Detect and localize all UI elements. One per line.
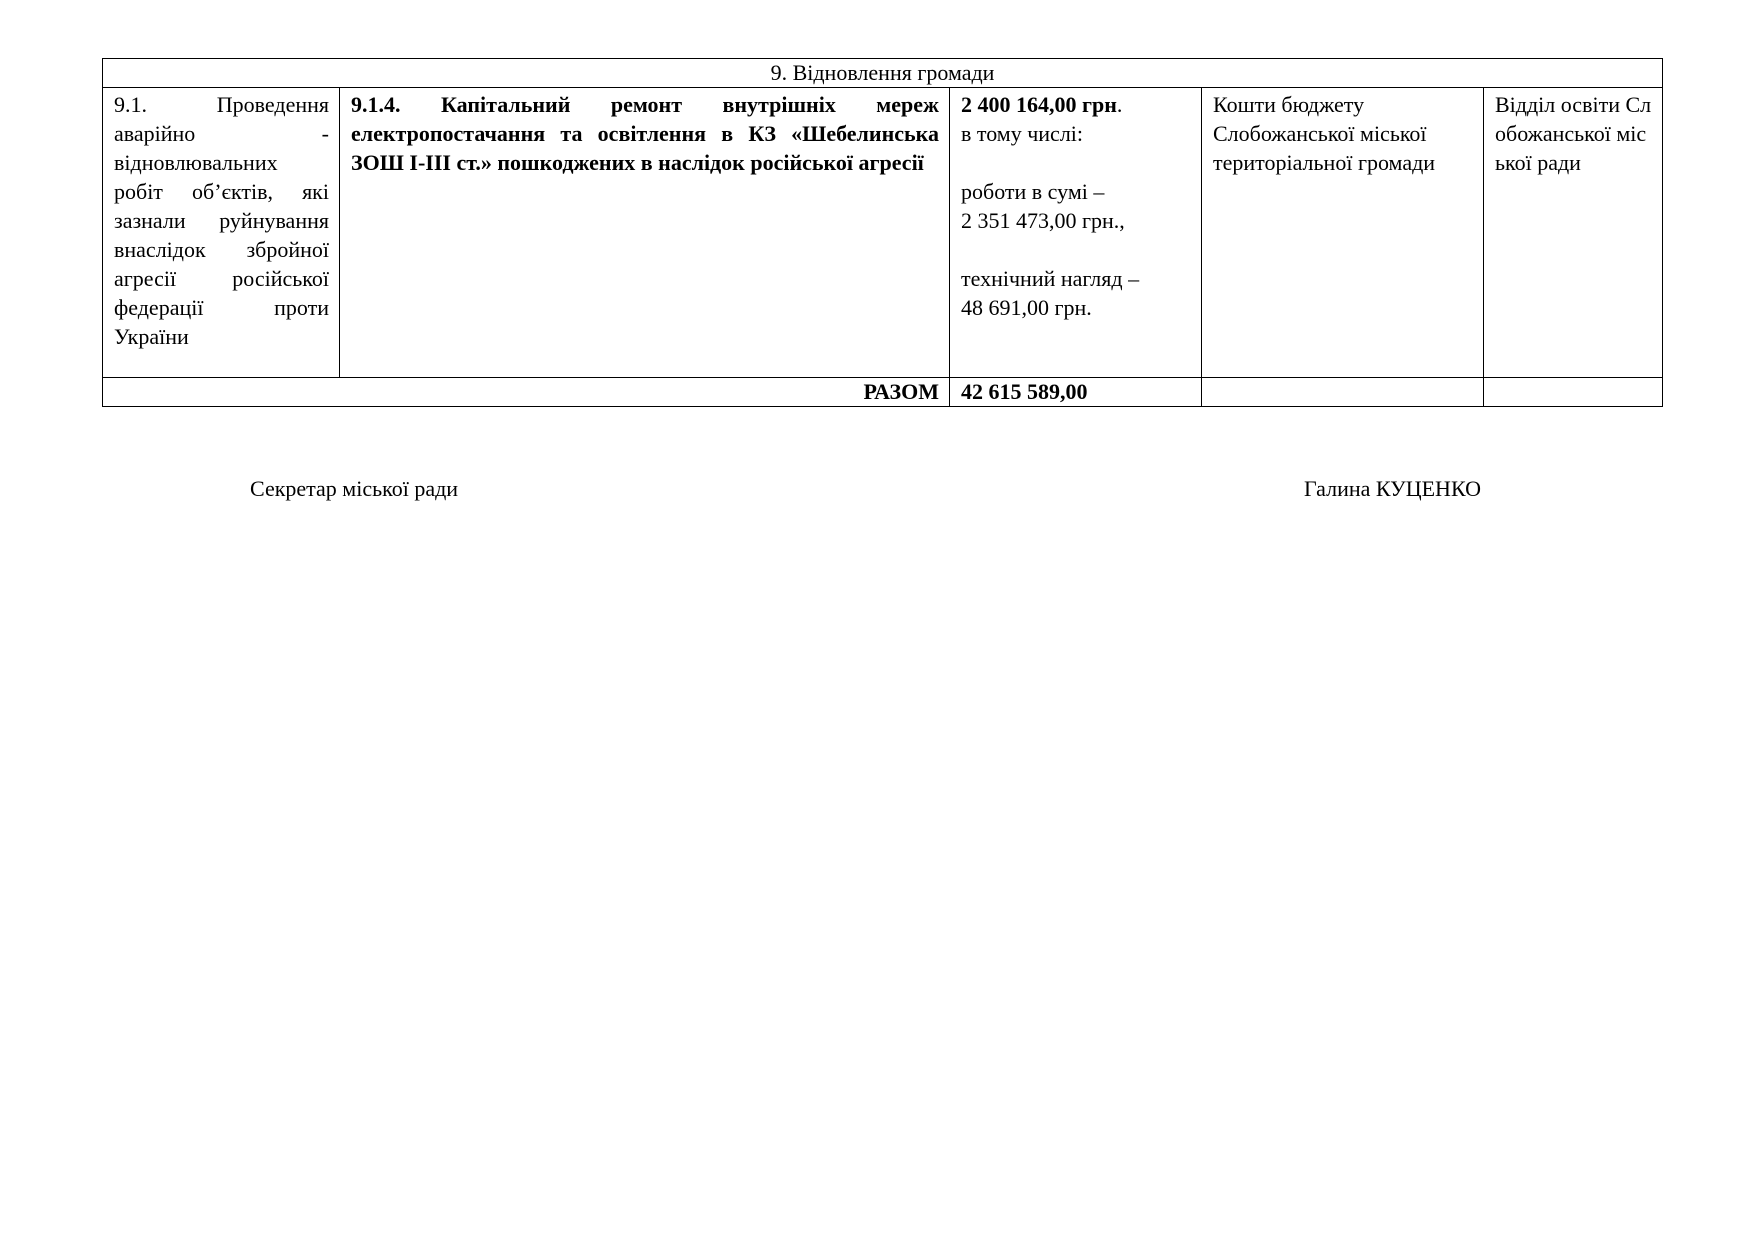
task-cell: 9.1. Проведення аварійно - відновлювальних робіт об’єктів, які зазнали руйнування внаслідок збройної агресії російської федерації проти України — [103, 88, 340, 378]
total-label: РАЗОМ — [103, 378, 950, 407]
measure-cell: 9.1.4. Капітальний ремонт внутрішніх мереж електропостачання та освітлення в КЗ «Шебелинська ЗОШ І-ІІІ ст.» пошкоджених в наслідок російської агресії — [340, 88, 950, 378]
executor-cell: Відділ освіти Слобожанської міської ради — [1484, 88, 1663, 378]
funding-source-cell: Кошти бюджету Слобожанської міської територіальної громади — [1202, 88, 1484, 378]
supervision-label: технічний нагляд – — [961, 266, 1140, 291]
table-row — [103, 88, 1663, 378]
amount-total: 2 400 164,00 грн — [961, 92, 1117, 117]
amount-total-suffix: . — [1116, 92, 1123, 117]
total-empty-cell — [1202, 378, 1484, 407]
signature-position: Секретар міської ради — [250, 476, 459, 501]
amount-including: в тому числі: — [961, 121, 1084, 146]
program-table — [102, 58, 1663, 407]
total-row — [103, 378, 1663, 407]
supervision-value: 48 691,00 грн. — [961, 295, 1092, 320]
works-value: 2 351 473,00 грн., — [961, 208, 1125, 233]
amount-cell — [950, 88, 1202, 378]
section-title: 9. Відновлення громади — [103, 59, 1663, 88]
works-label: роботи в сумі – — [961, 179, 1105, 204]
signature-name: Галина КУЦЕНКО — [1304, 476, 1481, 501]
section-header-row — [103, 59, 1663, 88]
total-empty-cell — [1484, 378, 1663, 407]
total-value: 42 615 589,00 — [950, 378, 1202, 407]
